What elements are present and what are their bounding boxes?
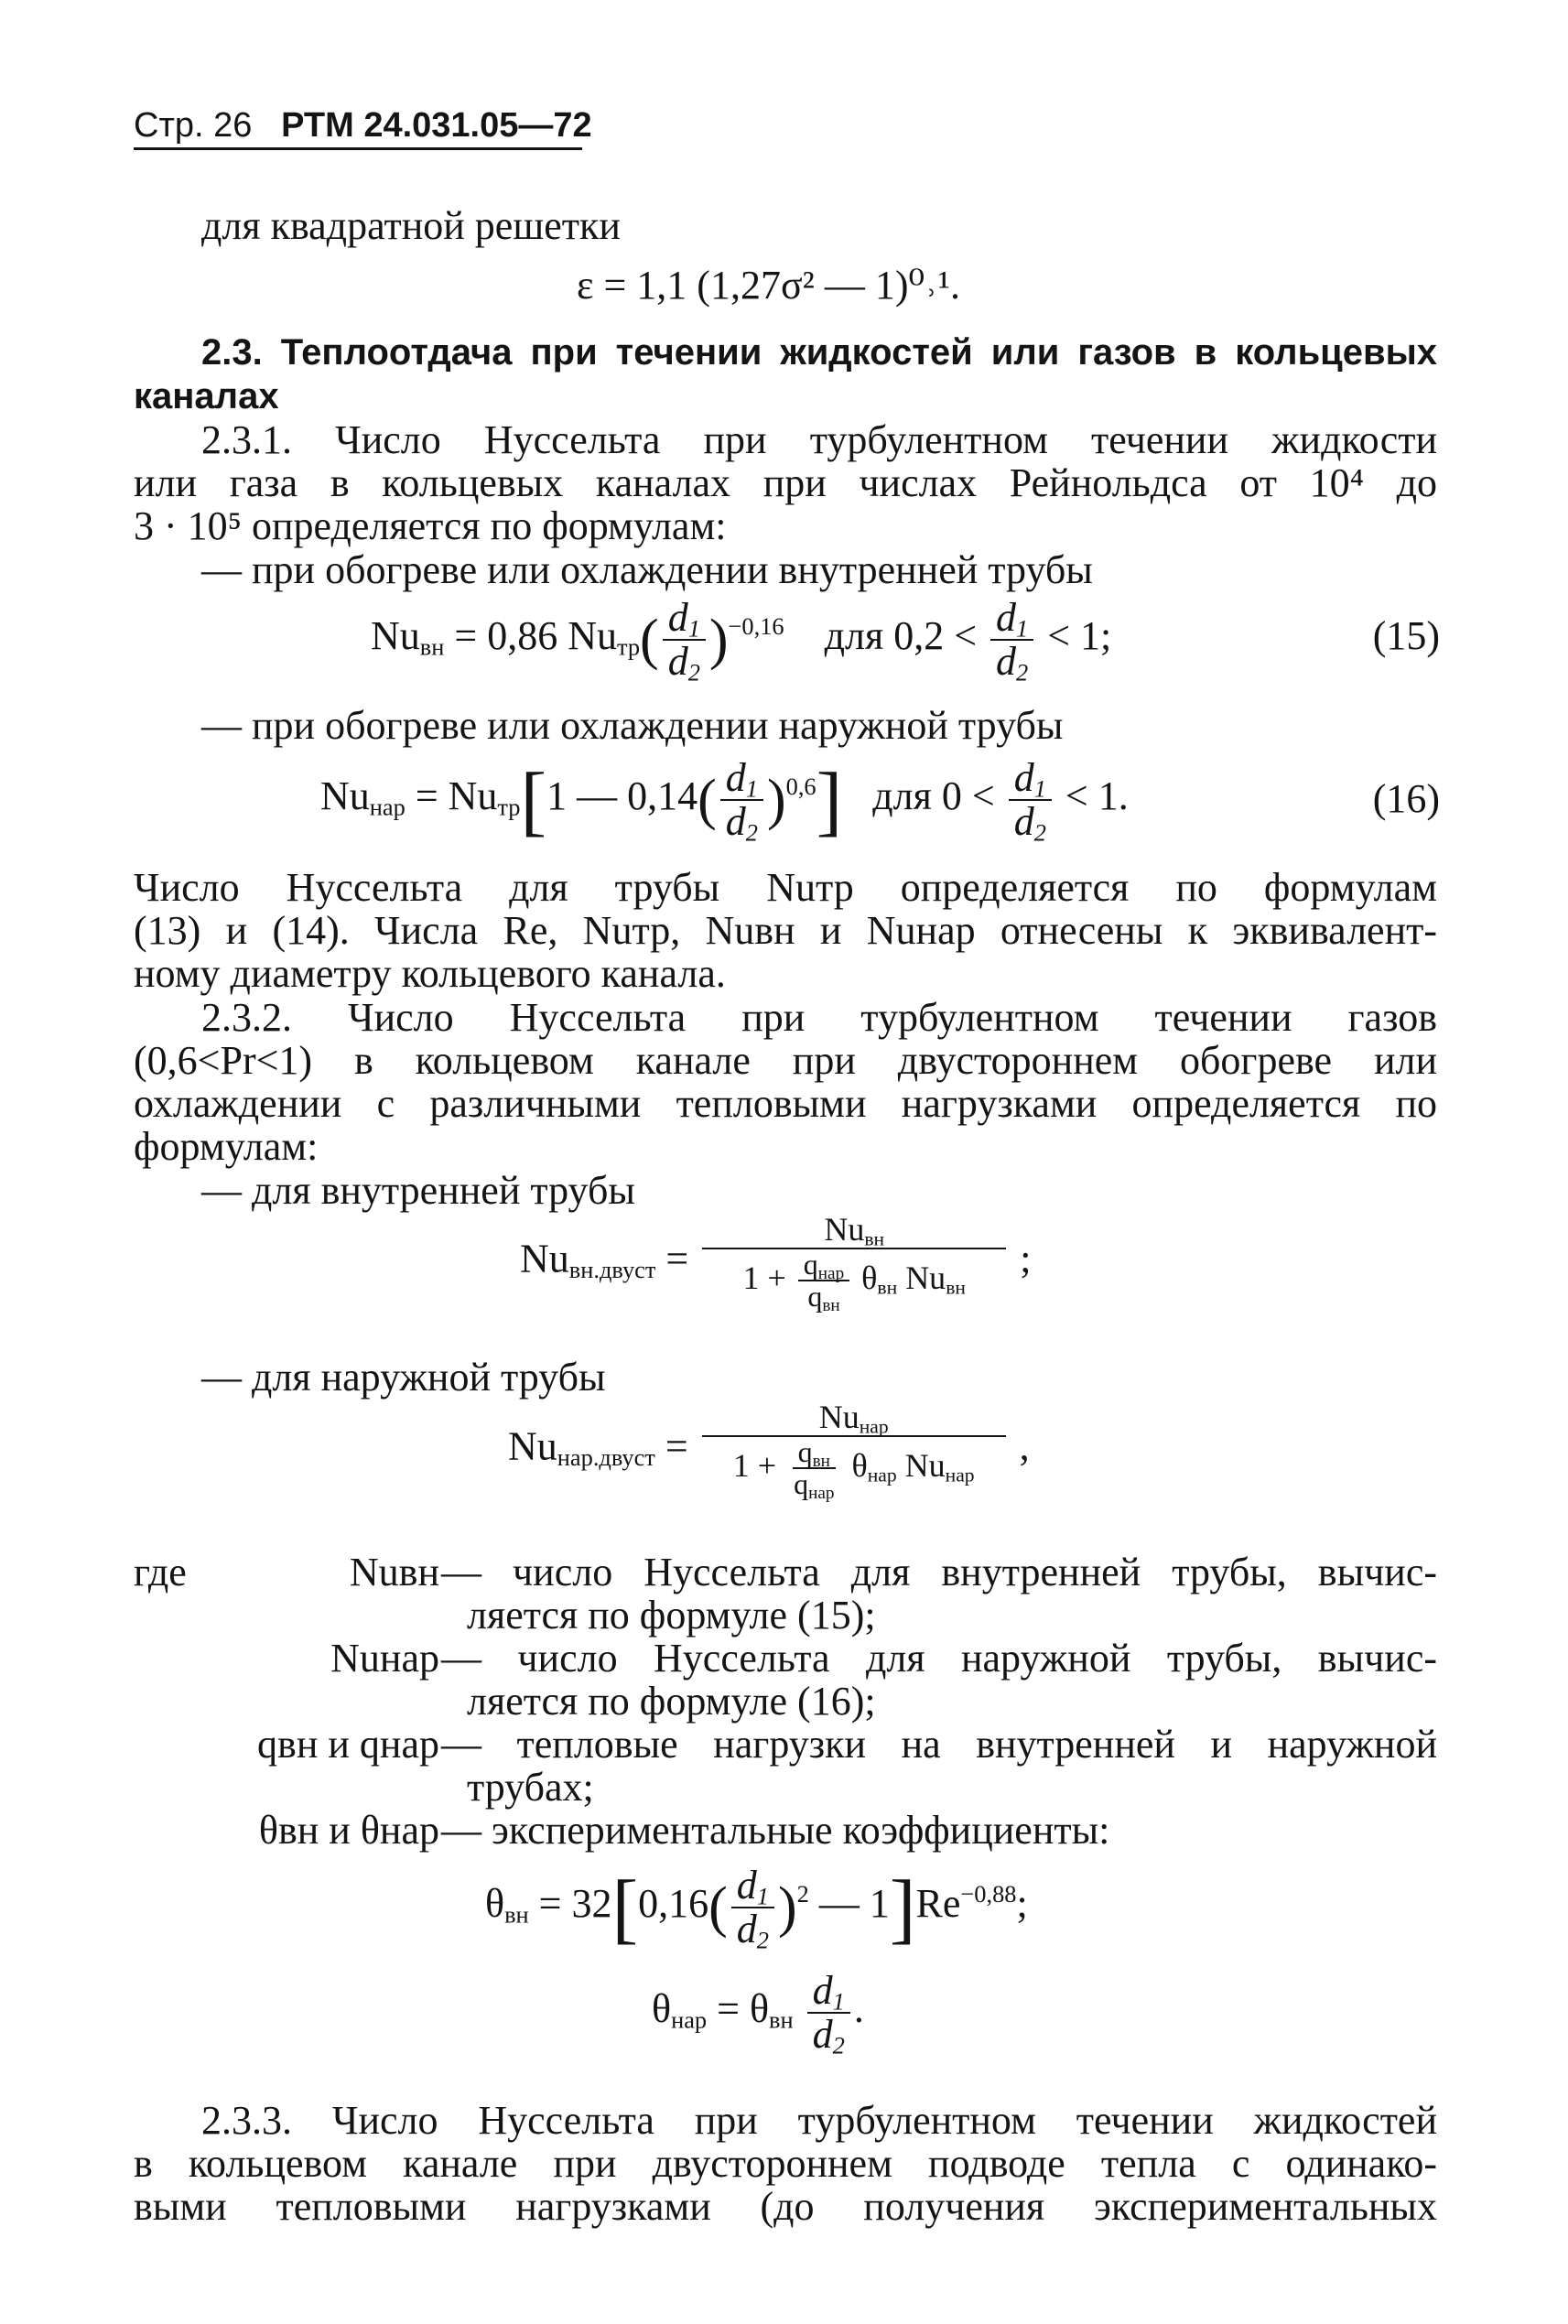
dash-line: — при обогреве или охлаждении наружной трубы bbox=[201, 703, 1064, 748]
definition-line: — число Нуссельта для наружной трубы, вычис- bbox=[441, 1636, 1437, 1681]
dash-line: — при обогреве или охлаждении внутренней трубы bbox=[201, 547, 1093, 592]
header-rule bbox=[134, 147, 582, 150]
text-line: для квадратной решетки bbox=[201, 203, 621, 248]
equation-epsilon: ε = 1,1 (1,27σ² — 1)⁰˒¹. bbox=[577, 263, 960, 308]
document-code: РТМ 24.031.05—72 bbox=[281, 106, 592, 145]
eq15-condition: для 0,2 < bbox=[824, 613, 978, 658]
paragraph-line: формулам: bbox=[134, 1124, 319, 1169]
dash-line: — для наружной трубы bbox=[201, 1355, 606, 1400]
definition-line: — тепловые нагрузки на внутренней и наружной bbox=[441, 1722, 1437, 1767]
equation-nu-outer-bilateral: $Nu_{нар.двуст}$ = $Nu_{нар}$ 1 + $\frac{q_{вн}}{q_{нар}}$ $\theta_{нар}$ $Nu_{нар}$ , bbox=[508, 1399, 1030, 1504]
equation-theta-outer: $\theta_{нар} = \theta_{вн}$ $\frac{d_1}{d_2}$ . bbox=[652, 1967, 864, 2059]
definition-line: трубах; bbox=[467, 1765, 594, 1810]
paragraph-line: Число Нуссельта для трубы Nuтр определяется по формулам bbox=[134, 865, 1437, 910]
def-symbol: Nuнар bbox=[330, 1636, 439, 1681]
paragraph-line: ному диаметру кольцевого канала. bbox=[134, 951, 726, 996]
paragraph-line: (0,6<Pr<1) в кольцевом канале при двустороннем обогреве или bbox=[134, 1038, 1437, 1083]
eq16-lt: < 1. bbox=[1065, 773, 1129, 818]
paragraph-line: (13) и (14). Числа Re, Nuтр, Nuвн и Nuнар отнесены к эквивалент- bbox=[134, 908, 1437, 953]
definition-line: ляется по формуле (15); bbox=[467, 1593, 876, 1638]
equation-theta-inner: $\theta_{вн} = 32[0,16$( $\frac{d_1}{d_2}$ )$^2$ — $1]Re^{-0,88}$; bbox=[485, 1862, 1028, 1954]
equation-number: (16) bbox=[1372, 776, 1440, 821]
paragraph-line: 2.3.1. Число Нуссельта при турбулентном течении жидкости bbox=[201, 417, 1437, 462]
paragraph-line: или газа в кольцевых каналах при числах Рейнольдса от 10⁴ до bbox=[134, 460, 1437, 505]
definition-line: ляется по формуле (16); bbox=[467, 1679, 876, 1724]
def-symbol: θвн и θнар bbox=[258, 1808, 439, 1853]
section-heading: 2.3. Теплоотдача при течении жидкостей или газов в кольцевых bbox=[201, 332, 1437, 373]
equation-nu-inner-bilateral: $Nu_{вн.двуст}$ = $Nu_{вн}$ 1 + $\frac{q_{нар}}{q_{вн}}$ $\theta_{вн}$ $Nu_{вн}$ ; bbox=[520, 1211, 1032, 1316]
dash-line: — для внутренней трубы bbox=[201, 1168, 635, 1213]
equation-15: $Nu_{вн} = 0,86$ $Nu_{тр}$( $\frac{d_1}{d_2}$ )$^{-0,16}$ для 0,2 < $\frac{d_1}{d_2}$ < 1; bbox=[371, 594, 1112, 686]
paragraph-line: 2.3.3. Число Нуссельта при турбулентном течении жидкостей bbox=[201, 2098, 1437, 2143]
paragraph-line: в кольцевом канале при двустороннем подводе тепла с одинако- bbox=[134, 2141, 1437, 2186]
where-label: где bbox=[134, 1550, 187, 1594]
def-symbol: Nuвн bbox=[349, 1550, 439, 1594]
paragraph-line: 2.3.2. Число Нуссельта при турбулентном течении газов bbox=[201, 995, 1437, 1040]
paragraph-line: выми тепловыми нагрузками (до получения экспериментальных bbox=[134, 2184, 1437, 2229]
paragraph-line: 3 · 10⁵ определяется по формулам: bbox=[134, 503, 727, 548]
section-heading-cont: каналах bbox=[134, 376, 279, 416]
eq15-lt: < 1; bbox=[1047, 613, 1112, 658]
definition-line: — экспериментальные коэффициенты: bbox=[441, 1808, 1110, 1853]
definition-line: — число Нуссельта для внутренней трубы, вычис- bbox=[441, 1550, 1437, 1594]
def-symbol: qвн и qнар bbox=[257, 1722, 439, 1767]
page-header bbox=[134, 103, 592, 148]
eq16-condition: для 0 < bbox=[872, 773, 995, 818]
paragraph-line: охлаждении с различными тепловыми нагрузками определяется по bbox=[134, 1081, 1437, 1126]
page-number: Стр. 26 bbox=[134, 106, 253, 145]
equation-16: $Nu_{нар} = Nu_{тр}[1$ — 0,14( $\frac{d_1}{d_2}$ )$^{0,6}$] для 0 < $\frac{d_1}{d_2}$ < 1. bbox=[320, 754, 1129, 847]
equation-number: (15) bbox=[1372, 613, 1440, 658]
